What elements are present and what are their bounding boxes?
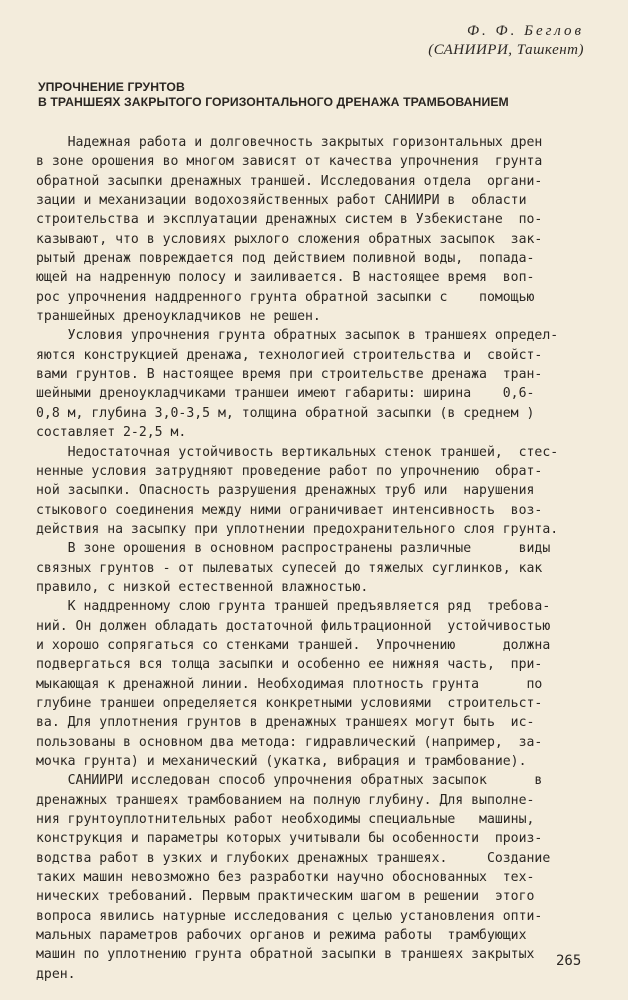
text-line: обратной засыпки дренажных траншей. Исследования отдела органи- <box>36 173 543 189</box>
text-line: дрен. <box>36 966 76 982</box>
text-line: САНИИРИ исследован способ упрочнения обратных засыпок в <box>36 773 543 789</box>
author-name: Ф. Ф. Беглов <box>466 23 584 39</box>
text-line: вопроса явились натурные исследования с целью установления опти- <box>36 908 543 924</box>
text-line: шейными дреноукладчиками траншеи имеют габариты: ширина 0,6- <box>36 386 535 402</box>
text-line: мочка грунта) и механический (укатка, вибрация и трамбование). <box>36 754 527 769</box>
article-title-line-1: УПРОЧНЕНИЕ ГРУНТОВ <box>38 80 185 94</box>
text-line: траншейных дреноукладчиков не решен. <box>36 309 321 325</box>
text-line: ющей на надренную полосу и заиливается. В настоящее время воп- <box>36 270 535 286</box>
text-line: яются конструкцией дренажа, технологией строительства и свойст- <box>36 347 543 363</box>
text-line: и хорошо сопрягаться со стенками траншей. Упрочнению должна <box>36 637 551 653</box>
text-line: ний. Он должен обладать достаточной фильтрационной устойчивостью <box>36 618 551 634</box>
text-line: действия на засыпку при уплотнении предохранительного слоя грунта. <box>36 521 559 537</box>
text-line: строительства и эксплуатации дренажных систем в Узбекистане по- <box>36 212 543 228</box>
text-line: мальных параметров рабочих органов и режима работы трамбующих <box>36 928 527 944</box>
text-line: К наддренному слою грунта траншей предъявляется ряд требова- <box>36 599 551 615</box>
text-line: вами грунтов. В настоящее время при строительстве дренажа тран- <box>36 367 543 383</box>
author-block <box>428 22 584 60</box>
text-line: Надежная работа и долговечность закрытых горизонтальных дрен <box>36 135 543 150</box>
text-line: Условия упрочнения грунта обратных засыпок в траншеях определ- <box>36 328 559 344</box>
text-line: 0,8 м, глубина 3,0-3,5 м, толщина обратной засыпки (в среднем ) <box>36 405 535 421</box>
text-line: составляет 2-2,5 м. <box>36 425 187 441</box>
page-number: 265 <box>556 953 582 969</box>
text-line: ненные условия затрудняют проведение работ по упрочнению обрат- <box>36 463 543 479</box>
text-line: водства работ в узких и глубоких дренажных траншеях. Создание <box>36 850 551 866</box>
text-line: В зоне орошения в основном распространены различные виды <box>36 541 551 557</box>
article-title-line-2: В ТРАНШЕЯХ ЗАКРЫТОГО ГОРИЗОНТАЛЬНОГО ДРЕНАЖА ТРАМБОВАНИЕМ <box>38 95 509 109</box>
text-line: правило, с низкой естественной влажностью. <box>36 579 369 595</box>
text-line: связных грунтов - от пылеватых супесей до тяжелых суглинков, как <box>36 560 543 576</box>
text-line: нических требований. Первым практическим шагом в решении этого <box>36 889 535 905</box>
text-line: Недостаточная устойчивость вертикальных стенок траншей, стес- <box>36 444 559 460</box>
text-line: подвергаться вся толща засыпки и особенно ее нижняя часть, при- <box>36 657 543 673</box>
text-line: ной засыпки. Опасность разрушения дренажных труб или нарушения <box>36 483 535 499</box>
text-line: таких машин невозможно без разработки научно обоснованных тех- <box>36 870 535 886</box>
text-line: стыкового соединения между ними ограничивает интенсивность воз- <box>36 502 543 518</box>
article-title <box>38 80 598 110</box>
text-line: ва. Для уплотнения грунтов в дренажных траншеях могут быть ис- <box>36 715 535 731</box>
text-line: рытый дренаж повреждается под действием поливной воды, попада- <box>36 251 535 267</box>
text-line: в зоне орошения во многом зависят от качества упрочнения грунта <box>36 154 543 170</box>
text-line: казывают, что в условиях рыхлого сложения обратных засыпок зак- <box>36 231 543 247</box>
text-line: зации и механизации водохозяйственных работ САНИИРИ в области <box>36 193 527 209</box>
text-line: дренажных траншеях трамбованием на полную глубину. Для выполне- <box>36 792 535 808</box>
text-line: конструкция и параметры которых учитывали бы особенности произ- <box>36 831 543 847</box>
author-affiliation: (САНИИРИ, Ташкент) <box>428 42 584 58</box>
text-line: машин по уплотнению грунта обратной засыпки в траншеях закрытых <box>36 947 535 963</box>
text-line: ния грунтоуплотнительных работ необходимы специальные машины, <box>36 812 535 828</box>
text-line: мыкающая к дренажной линии. Необходимая плотность грунта по <box>36 676 543 692</box>
article-body <box>36 133 591 984</box>
text-line: рос упрочнения наддренного грунта обратной засыпки с помощью <box>36 289 535 305</box>
text-line: пользованы в основном два метода: гидравлический (например, за- <box>36 734 543 750</box>
text-line: глубине траншеи определяется конкретными условиями строительст- <box>36 695 543 711</box>
